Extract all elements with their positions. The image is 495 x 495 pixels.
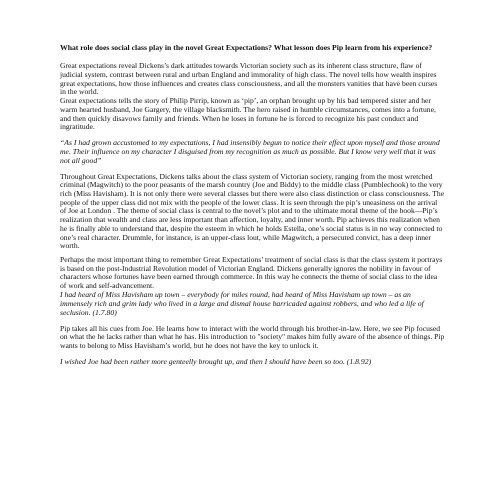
paragraph-joe: Pip takes all his cues from Joe. He learns how to interact with the world through his brother-in-law. Here, we see Pip focused on what the he lacks rather than what he has. His introduction to "society" makes him fully aware of the absence of things. Pip wants to belong to Miss Havisham’s world, but he does not have the key to unlock it. [60,323,445,350]
quote-genteel: I wished Joe had been rather more genteelly brought up, and then I should have been so too. (1.8.92) [60,356,372,366]
document-body [60,43,445,367]
paragraph-industrial: Perhaps the most important thing to remember Great Expectations’ treatment of social class is that the class system it portrays is based on the post-Industrial Revolution model of Victorian England. Dickens generally ignores the nobility in favour of characters whose fortunes have been earned through commerce. In this way he connects the theme of social class to the idea of work and self-advancement. [60,254,443,291]
paragraph-intro: Great expectations reveal Dickens’s dark attitudes towards Victorian society such as its inherent class structure, flaw of judicial system, contrast between rural and urban England and immorality of high class. The novel tells how wealth inspires great expectations, how those influences and creates class consciousness, and all the monsters vanities that have been curses in the world. [60,61,438,97]
quote-expectations: “As I had grown accustomed to my expectations, I had insensibly begun to notice their effect upon myself and those around me. Their influence on my character I disguised from my recognition as much as possible. But I know very well that it was not all good” [60,137,440,165]
essay-question: What role does social class play in the novel Great Expectations? What lesson does Pip learn from his experience? [60,43,433,52]
paragraph-class-system: Throughout Great Expectations, Dickens talks about the class system of Victorian society, ranging from the most wretched criminal (Magwitch) to the poor peasants of the marsh country (Joe and Biddy) to the middle class (Pumblechook) to the very rich (Miss Havisham). It is not only there were several classes but there were also class distinction or class consciousness. The people of the upper class did not mix with the people of the lower class. It is seen through the pip’s uneasiness on the arrival of Joe at London . The theme of social class is central to the novel’s plot and to the ultimate moral theme of the book—Pip’s realization that wealth and class are less important than affection, loyalty, and inner worth. Pip achieves this realization when he is finally able to understand that, despite the esteem in which he holds Estella, one’s social status is in no way connected to one’s real character. Drummle, for instance, is an upper-class lout, while Magwitch, a persecuted convict, has a deep inner worth. [60,171,445,251]
quote-havisham: I had heard of Miss Havisham up town – everybody for miles round, had heard of Miss Havisham up town – as an immensely rich and grim lady who lived in a large and dismal house barricaded against robbers, and who led a life of seclusion. (1.7.80) [60,289,424,317]
paragraph-summary: Great expectations tells the story of Philip Pirrip, known as ‘pip’, an orphan brought up by his bad tempered sister and her warm hearted husband, Joe Gargery, the village blacksmith. The hero raised in humble circumstances, comes into a fortune, and then quickly disavows family and friends. When he loses in fortune he is forced to recognize his past conduct and ingratitude. [60,96,436,132]
